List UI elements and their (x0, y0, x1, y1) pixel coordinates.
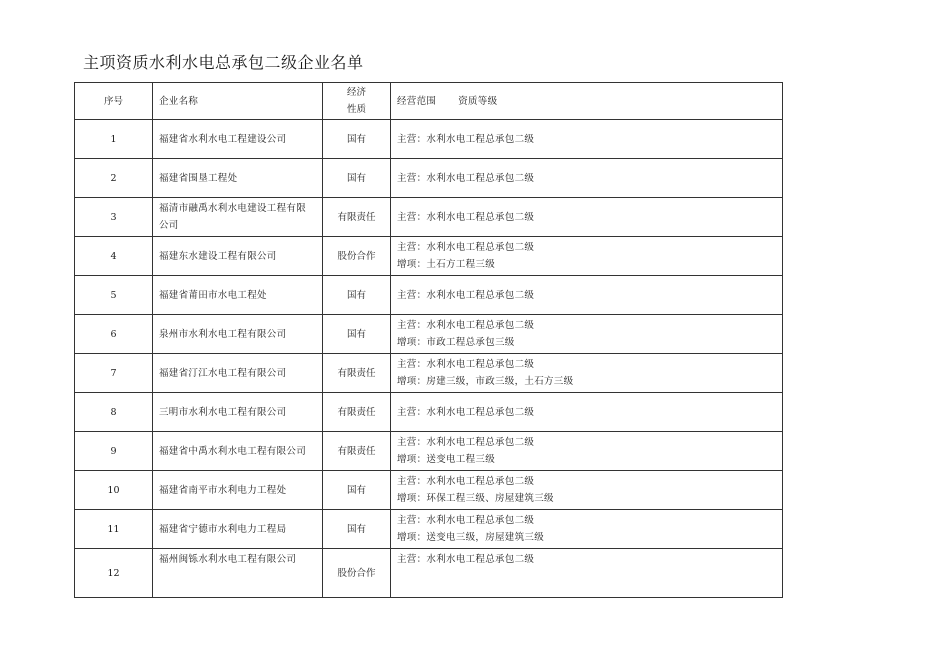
enterprise-table (74, 82, 783, 598)
row-scope (391, 432, 783, 471)
row-type: 国有 (323, 159, 391, 198)
row-name (153, 432, 323, 471)
header-no: 序号 (75, 83, 153, 120)
row-scope (391, 276, 783, 315)
row-scope-line: 增项：送变电工程三级 (397, 454, 496, 465)
table-header-row (75, 83, 783, 120)
row-scope-line: 增项：市政工程总承包三级 (397, 337, 515, 348)
row-type: 国有 (323, 471, 391, 510)
header-scope-grade (391, 83, 783, 120)
table-row (75, 432, 783, 471)
header-type (323, 83, 391, 120)
row-type: 国有 (323, 120, 391, 159)
row-type: 股份合作 (323, 549, 391, 598)
row-scope-line: 主营：水利水电工程总承包二级 (397, 133, 535, 145)
row-scope (391, 315, 783, 354)
row-no: 8 (75, 393, 153, 432)
row-name-line: 福建东水建设工程有限公司 (159, 250, 277, 262)
page-title: 主项资质水利水电总承包二级企业名单 (83, 53, 364, 72)
table-row (75, 471, 783, 510)
row-scope (391, 510, 783, 549)
row-scope-line: 主营：水利水电工程总承包二级 (397, 359, 535, 370)
table-row (75, 315, 783, 354)
row-scope-line: 主营：水利水电工程总承包二级 (397, 242, 535, 253)
row-name (153, 315, 323, 354)
row-no: 4 (75, 237, 153, 276)
row-name-line: 福建省中禹水利水电工程有限公司 (159, 445, 307, 457)
row-no: 5 (75, 276, 153, 315)
row-type: 股份合作 (323, 237, 391, 276)
row-scope (391, 159, 783, 198)
header-grade: 资质等级 (458, 95, 498, 107)
table-row (75, 354, 783, 393)
row-scope-line: 主营：水利水电工程总承包二级 (397, 320, 535, 331)
row-no: 6 (75, 315, 153, 354)
row-name (153, 393, 323, 432)
row-no: 10 (75, 471, 153, 510)
row-name-line: 福建省宁德市水利电力工程局 (159, 523, 287, 535)
row-name (153, 159, 323, 198)
row-no: 2 (75, 159, 153, 198)
row-no: 12 (75, 549, 153, 598)
row-name (153, 471, 323, 510)
row-scope (391, 549, 783, 598)
header-scope: 经营范围 (397, 95, 437, 107)
table-row (75, 159, 783, 198)
row-name-line: 福建省莆田市水电工程处 (159, 289, 267, 301)
row-scope-line: 主营：水利水电工程总承包二级 (397, 476, 535, 487)
table-row (75, 120, 783, 159)
row-scope (391, 471, 783, 510)
row-scope-line: 主营：水利水电工程总承包二级 (397, 554, 535, 565)
row-name-line: 福建省水利水电工程建设公司 (159, 133, 287, 145)
row-type: 有限责任 (323, 198, 391, 237)
table-row (75, 510, 783, 549)
row-scope (391, 354, 783, 393)
table-row (75, 276, 783, 315)
header-name: 企业名称 (153, 83, 323, 120)
row-no: 3 (75, 198, 153, 237)
row-name-line: 公司 (159, 220, 179, 231)
row-scope-line: 主营：水利水电工程总承包二级 (397, 515, 535, 526)
row-scope-line: 主营：水利水电工程总承包二级 (397, 437, 535, 448)
row-no: 11 (75, 510, 153, 549)
row-scope-line: 增项：房建三级，市政三级，土石方三级 (397, 376, 574, 387)
row-name (153, 120, 323, 159)
row-type: 有限责任 (323, 432, 391, 471)
row-scope-line: 增项：环保工程三级、房屋建筑三级 (397, 493, 554, 504)
row-name-line: 泉州市水利水电工程有限公司 (159, 328, 287, 340)
row-name (153, 276, 323, 315)
row-name (153, 549, 323, 598)
row-type: 有限责任 (323, 354, 391, 393)
row-name (153, 510, 323, 549)
row-scope (391, 120, 783, 159)
row-no: 7 (75, 354, 153, 393)
table-row (75, 549, 783, 598)
row-type: 国有 (323, 510, 391, 549)
row-scope (391, 237, 783, 276)
row-name (153, 198, 323, 237)
row-type: 国有 (323, 276, 391, 315)
row-name (153, 354, 323, 393)
row-name-line: 福清市融禹水利水电建设工程有限 (159, 203, 307, 214)
row-name-line: 福建省南平市水利电力工程处 (159, 484, 287, 496)
row-scope-line: 增项：送变电三级，房屋建筑三级 (397, 532, 545, 543)
row-scope-line: 主营：水利水电工程总承包二级 (397, 172, 535, 184)
table-row (75, 237, 783, 276)
row-type: 国有 (323, 315, 391, 354)
row-scope-line: 主营：水利水电工程总承包二级 (397, 406, 535, 418)
row-name-line: 福州闽铄水利水电工程有限公司 (159, 554, 297, 565)
row-scope (391, 198, 783, 237)
row-scope-line: 增项：土石方工程三级 (397, 259, 496, 270)
row-name (153, 237, 323, 276)
row-no: 9 (75, 432, 153, 471)
row-no: 1 (75, 120, 153, 159)
row-name-line: 福建省围垦工程处 (159, 172, 238, 184)
row-scope-line: 主营：水利水电工程总承包二级 (397, 211, 535, 223)
row-name-line: 福建省汀江水电工程有限公司 (159, 367, 287, 379)
header-type-line2: 性质 (346, 104, 366, 115)
table-row (75, 198, 783, 237)
row-type: 有限责任 (323, 393, 391, 432)
table-row (75, 393, 783, 432)
header-type-line1: 经济 (346, 87, 366, 98)
row-scope (391, 393, 783, 432)
row-name-line: 三明市水利水电工程有限公司 (159, 406, 287, 418)
row-scope-line: 主营：水利水电工程总承包二级 (397, 289, 535, 301)
